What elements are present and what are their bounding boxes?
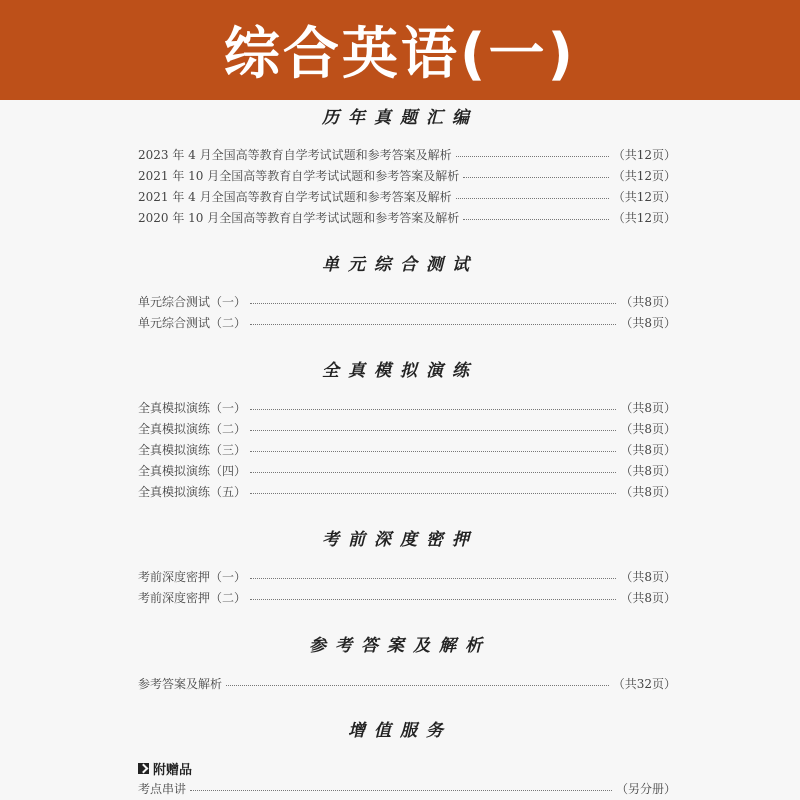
toc-entry-pages: （共12页）: [612, 210, 676, 225]
dot-leader: [250, 598, 616, 600]
toc-entry-pages: （共8页）: [620, 484, 676, 499]
toc-entry-title: 2020 年 10 月全国高等教育自学考试试题和参考答案及解析: [138, 210, 460, 225]
dot-leader: [250, 323, 616, 325]
toc-entry-title: 全真模拟演练（四）: [138, 463, 247, 478]
toc-entry[interactable]: [138, 313, 676, 331]
dot-leader: [250, 408, 616, 410]
toc-entry[interactable]: [138, 440, 676, 458]
toc-entry[interactable]: [138, 187, 676, 205]
toc-entry[interactable]: [138, 398, 676, 416]
toc-entry-pages: （共8页）: [620, 421, 676, 436]
toc-entry[interactable]: [138, 674, 676, 692]
dot-leader: [250, 577, 616, 579]
toc-entry-pages: （共12页）: [612, 168, 676, 183]
toc-entry-pages: （另分册）: [615, 781, 676, 796]
toc-entry-pages: （共8页）: [620, 442, 676, 457]
toc-entry-title: 全真模拟演练（二）: [138, 421, 247, 436]
toc-entry-title: 全真模拟演练（一）: [138, 400, 247, 415]
dot-leader: [226, 684, 609, 686]
toc-entry-title: 考前深度密押（二）: [138, 590, 247, 605]
toc-entry-title: 单元综合测试（一）: [138, 294, 247, 309]
toc-entry-pages: （共8页）: [620, 400, 676, 415]
toc-entry-title: 参考答案及解析: [138, 676, 223, 691]
toc-entry-pages: （共8页）: [620, 463, 676, 478]
dot-leader: [456, 197, 609, 199]
toc-entry[interactable]: [138, 588, 676, 606]
dot-leader: [250, 492, 616, 494]
dot-leader: [250, 450, 616, 452]
toc-entry-pages: （共8页）: [620, 569, 676, 584]
dot-leader: [250, 471, 616, 473]
book-title: 综合英语(一): [223, 22, 577, 87]
dot-leader: [190, 789, 612, 791]
toc-entry[interactable]: [138, 461, 676, 479]
toc-entry-pages: （共32页）: [612, 676, 676, 691]
checkbox-icon: [138, 763, 149, 774]
toc-entry[interactable]: [138, 292, 676, 310]
dot-leader: [463, 176, 608, 178]
section-heading-answers: 参考答案及解析: [309, 636, 491, 656]
dot-leader: [463, 218, 608, 220]
toc-entry[interactable]: [138, 419, 676, 437]
title-banner: [0, 0, 800, 100]
toc-entry[interactable]: [138, 166, 676, 184]
toc-entry-title: 2021 年 4 月全国高等教育自学考试试题和参考答案及解析: [138, 189, 452, 204]
toc-entry-title: 全真模拟演练（三）: [138, 442, 247, 457]
section-heading-mock-exams: 全真模拟演练: [322, 361, 478, 381]
toc-entry-title: 2023 年 4 月全国高等教育自学考试试题和参考答案及解析: [138, 147, 452, 162]
toc-entry-pages: （共8页）: [620, 590, 676, 605]
bonus-subheading: [138, 760, 192, 776]
section-heading-value-added: 增值服务: [348, 721, 452, 741]
toc-entry[interactable]: [138, 567, 676, 585]
toc-entry-pages: （共8页）: [620, 315, 676, 330]
toc-entry-pages: （共12页）: [612, 189, 676, 204]
toc-entry[interactable]: [138, 482, 676, 500]
toc-entry-pages: （共12页）: [612, 147, 676, 162]
toc-entry-title: 考前深度密押（一）: [138, 569, 247, 584]
dot-leader: [250, 429, 616, 431]
toc-entry[interactable]: [138, 208, 676, 226]
toc-entry-pages: （共8页）: [620, 294, 676, 309]
toc-entry-title: 单元综合测试（二）: [138, 315, 247, 330]
section-heading-unit-tests: 单元综合测试: [322, 255, 478, 275]
section-heading-past-exams: 历年真题汇编: [322, 108, 478, 128]
bonus-subheading-label: 附赠品: [153, 762, 193, 778]
toc-entry[interactable]: [138, 145, 676, 163]
section-heading-final-predictions: 考前深度密押: [322, 530, 478, 550]
toc-entry-title: 全真模拟演练（五）: [138, 484, 247, 499]
dot-leader: [250, 302, 616, 304]
dot-leader: [456, 155, 609, 157]
toc-entry-title: 考点串讲: [138, 781, 187, 796]
toc-entry-title: 2021 年 10 月全国高等教育自学考试试题和参考答案及解析: [138, 168, 460, 183]
toc-entry[interactable]: [138, 779, 676, 797]
